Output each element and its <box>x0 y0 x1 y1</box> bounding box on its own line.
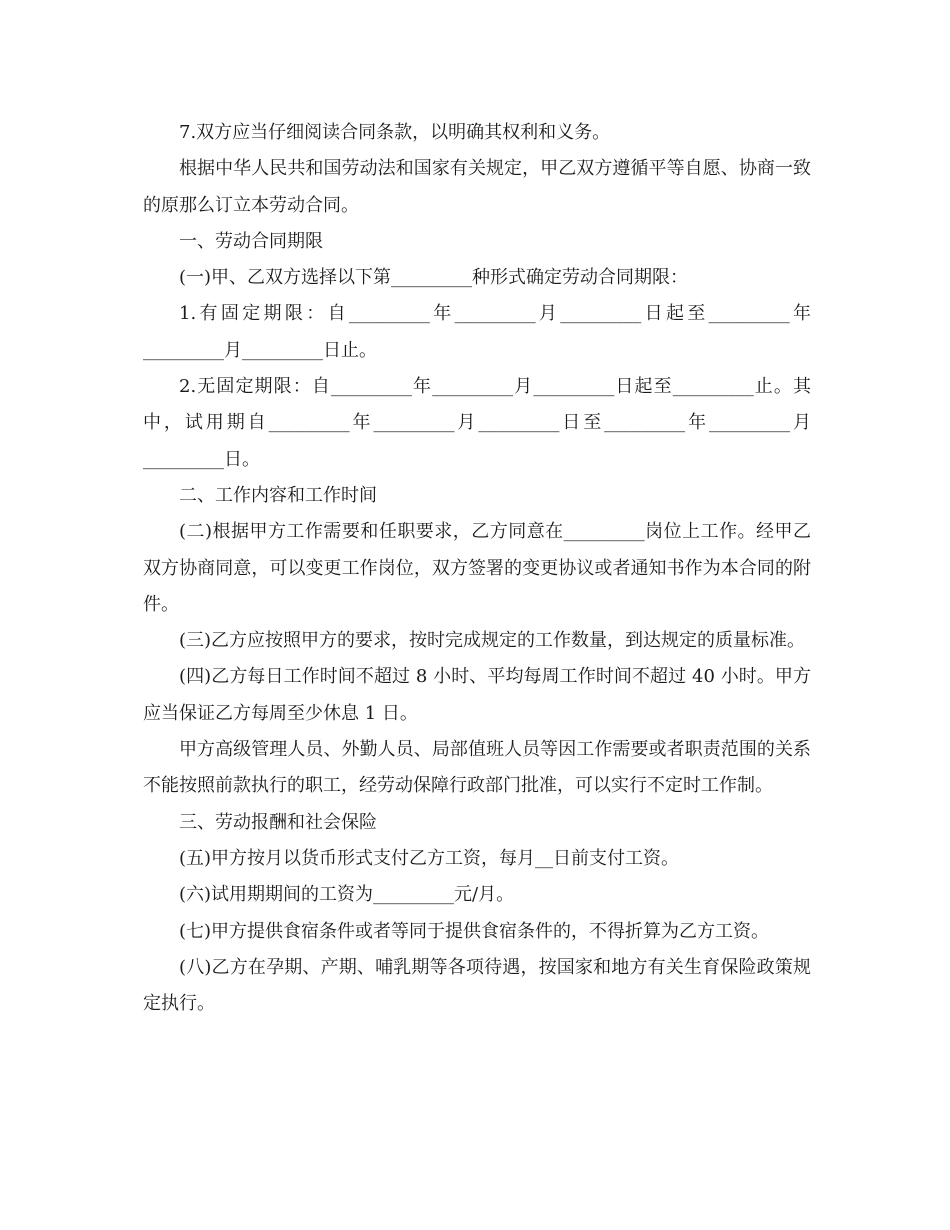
clause-fixed-term: 1.有固定期限：自_________年_________月_________日起至_________年_________月_________日止。 <box>143 303 811 361</box>
clause-probation-pay: (六)试用期期间的工资为_________元/月。 <box>179 884 515 906</box>
clause-monthly-pay: (五)甲方按月以货币形式支付乙方工资，每月__日前支付工资。 <box>179 847 680 869</box>
clause-term-choice: (一)甲、乙双方选择以下第_________种形式确定劳动合同期限： <box>179 267 689 289</box>
contract-preamble: 根据中华人民共和国劳动法和国家有关规定，甲乙双方遵循平等自愿、协商一致的原那么订立本劳动合同。 <box>143 158 811 216</box>
clause-position: (二)根据甲方工作需要和任职要求，乙方同意在_________岗位上工作。经甲乙双方协商同意，可以变更工作岗位，双方签署的变更协议或者通知书作为本合同的附件。 <box>143 521 811 615</box>
clause-work-quota: (三)乙方应按照甲方的要求，按时完成规定的工作数量，到达规定的质量标准。 <box>179 630 806 652</box>
section-heading-term: 一、劳动合同期限 <box>179 230 323 252</box>
clause-reading-notice: 7.双方应当仔细阅读合同条款，以明确其权利和义务。 <box>179 122 611 143</box>
clause-flexible-hours: 甲方高级管理人员、外勤人员、局部值班人员等因工作需要或者职责范围的关系不能按照前款执行的职工，经劳动保障行政部门批准，可以实行不定时工作制。 <box>143 739 811 797</box>
clause-board-lodging: (七)甲方提供食宿条件或者等同于提供食宿条件的，不得折算为乙方工资。 <box>179 920 770 942</box>
clause-maternity: (八)乙方在孕期、产期、哺乳期等各项待遇，按国家和地方有关生育保险政策规定执行。 <box>143 956 811 1015</box>
document-body <box>143 115 811 1022</box>
section-heading-work: 二、工作内容和工作时间 <box>179 484 377 506</box>
clause-open-term: 2.无固定期限：自_________年_________月_________日起至_________止。其中，试用期自_________年_________月_________日至_________年_________月_________日。 <box>143 376 811 470</box>
section-heading-pay: 三、劳动报酬和社会保险 <box>179 811 377 833</box>
clause-working-hours: (四)乙方每日工作时间不超过 8 小时、平均每周工作时间不超过 40 小时。甲方应当保证乙方每周至少休息 1 日。 <box>143 666 811 724</box>
